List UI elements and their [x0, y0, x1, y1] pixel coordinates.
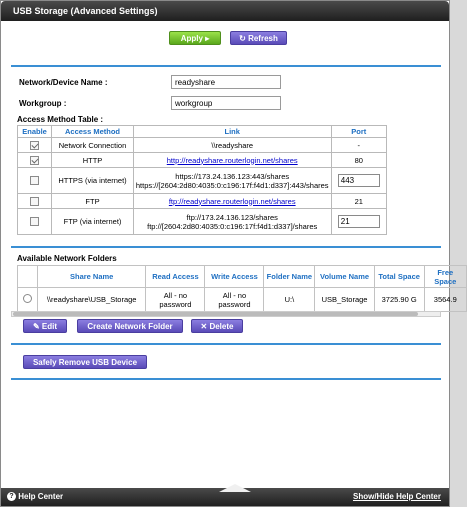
enable-checkbox[interactable]	[30, 176, 39, 185]
table-row	[18, 168, 387, 194]
read-access-cell: All - no password	[146, 288, 205, 312]
scrollbar-thumb[interactable]	[13, 312, 418, 316]
write-access-cell: All - no password	[205, 288, 264, 312]
refresh-label: Refresh	[248, 34, 278, 43]
chevron-up-icon[interactable]	[219, 484, 251, 492]
col-enable: Enable	[18, 126, 52, 138]
enable-checkbox[interactable]	[30, 217, 39, 226]
refresh-icon: ↻	[239, 34, 249, 43]
divider	[11, 378, 441, 380]
method-cell: FTP (via internet)	[52, 209, 134, 235]
method-cell: HTTP	[52, 153, 134, 168]
link-line: https://173.24.136.123:443/shares	[175, 171, 290, 181]
share-name-cell: \\readyshare\USB_Storage	[37, 288, 145, 312]
table-row	[18, 288, 467, 312]
folder-name-cell: U:\	[264, 288, 315, 312]
col-link: Link	[133, 126, 331, 138]
table-row	[18, 209, 387, 235]
folders-heading: Available Network Folders	[17, 254, 117, 263]
show-hide-help-link[interactable]: Show/Hide Help Center	[352, 492, 441, 501]
help-center-link[interactable]	[7, 488, 63, 506]
create-folder-button[interactable]	[77, 319, 183, 333]
port-cell: -	[331, 138, 386, 153]
enable-checkbox[interactable]	[30, 141, 39, 150]
play-icon: ▸	[205, 34, 210, 43]
col-port: Port	[331, 126, 386, 138]
method-cell: HTTPS (via internet)	[52, 168, 134, 194]
port-cell: 21	[331, 194, 386, 209]
link-line: https://[2604:2d80:4035:0:c196:17f:f4d1:d337]:443/shares	[135, 180, 329, 190]
pencil-icon: ✎	[32, 322, 42, 331]
workgroup-label: Workgroup :	[19, 99, 67, 108]
network-folders-table	[17, 265, 467, 312]
apply-label: Apply	[180, 34, 203, 43]
total-space-cell: 3725.90 G	[374, 288, 424, 312]
device-name-input[interactable]	[171, 75, 281, 89]
delete-button[interactable]	[191, 319, 243, 333]
col-volume-name: Volume Name	[315, 266, 374, 288]
link-cell: \\readyshare	[133, 138, 331, 153]
divider	[11, 65, 441, 67]
method-cell: Network Connection	[52, 138, 134, 153]
folders-table-viewport	[17, 265, 457, 315]
folder-radio[interactable]	[23, 294, 32, 303]
table-row	[18, 138, 387, 153]
safely-remove-button[interactable]	[23, 355, 147, 369]
ftp-port-input[interactable]: 21	[338, 215, 380, 228]
col-folder-name: Folder Name	[264, 266, 315, 288]
help-icon: ?	[7, 492, 16, 501]
divider	[11, 246, 441, 248]
col-free-space: Free Space	[424, 266, 466, 288]
col-write-access: Write Access	[205, 266, 264, 288]
volume-name-cell: USB_Storage	[315, 288, 374, 312]
divider	[11, 343, 441, 345]
enable-checkbox[interactable]	[30, 197, 39, 206]
table-row	[18, 194, 387, 209]
help-footer	[1, 488, 449, 506]
page-title: USB Storage (Advanced Settings)	[1, 1, 449, 21]
edit-button[interactable]	[23, 319, 67, 333]
create-folder-label: Create Network Folder	[87, 322, 173, 331]
access-method-table	[17, 125, 387, 235]
enable-checkbox[interactable]	[30, 156, 39, 165]
link-line: ftp://[2604:2d80:4035:0:c196:17f:f4d1:d337]/shares	[147, 221, 318, 231]
device-name-label: Network/Device Name :	[19, 78, 108, 87]
col-share-name: Share Name	[37, 266, 145, 288]
refresh-button[interactable]	[230, 31, 287, 45]
delete-label: Delete	[209, 322, 234, 331]
apply-button[interactable]	[169, 31, 221, 45]
col-access-method: Access Method	[52, 126, 134, 138]
http-link[interactable]: http://readyshare.routerlogin.net/shares	[166, 155, 298, 165]
safely-remove-label: Safely Remove USB Device	[32, 358, 138, 367]
help-center-label: Help Center	[18, 492, 64, 501]
free-space-cell: 3564.9	[424, 288, 466, 312]
ftp-link[interactable]: ftp://readyshare.routerlogin.net/shares	[168, 196, 296, 206]
close-icon: ✕	[200, 322, 210, 331]
col-read-access: Read Access	[146, 266, 205, 288]
access-table-heading: Access Method Table :	[17, 115, 104, 124]
port-cell: 80	[331, 153, 386, 168]
https-port-input[interactable]: 443	[338, 174, 380, 187]
col-total-space: Total Space	[374, 266, 424, 288]
link-line: ftp://173.24.136.123/shares	[186, 212, 278, 222]
table-row	[18, 153, 387, 168]
edit-label: Edit	[41, 322, 58, 331]
workgroup-input[interactable]	[171, 96, 281, 110]
method-cell: FTP	[52, 194, 134, 209]
